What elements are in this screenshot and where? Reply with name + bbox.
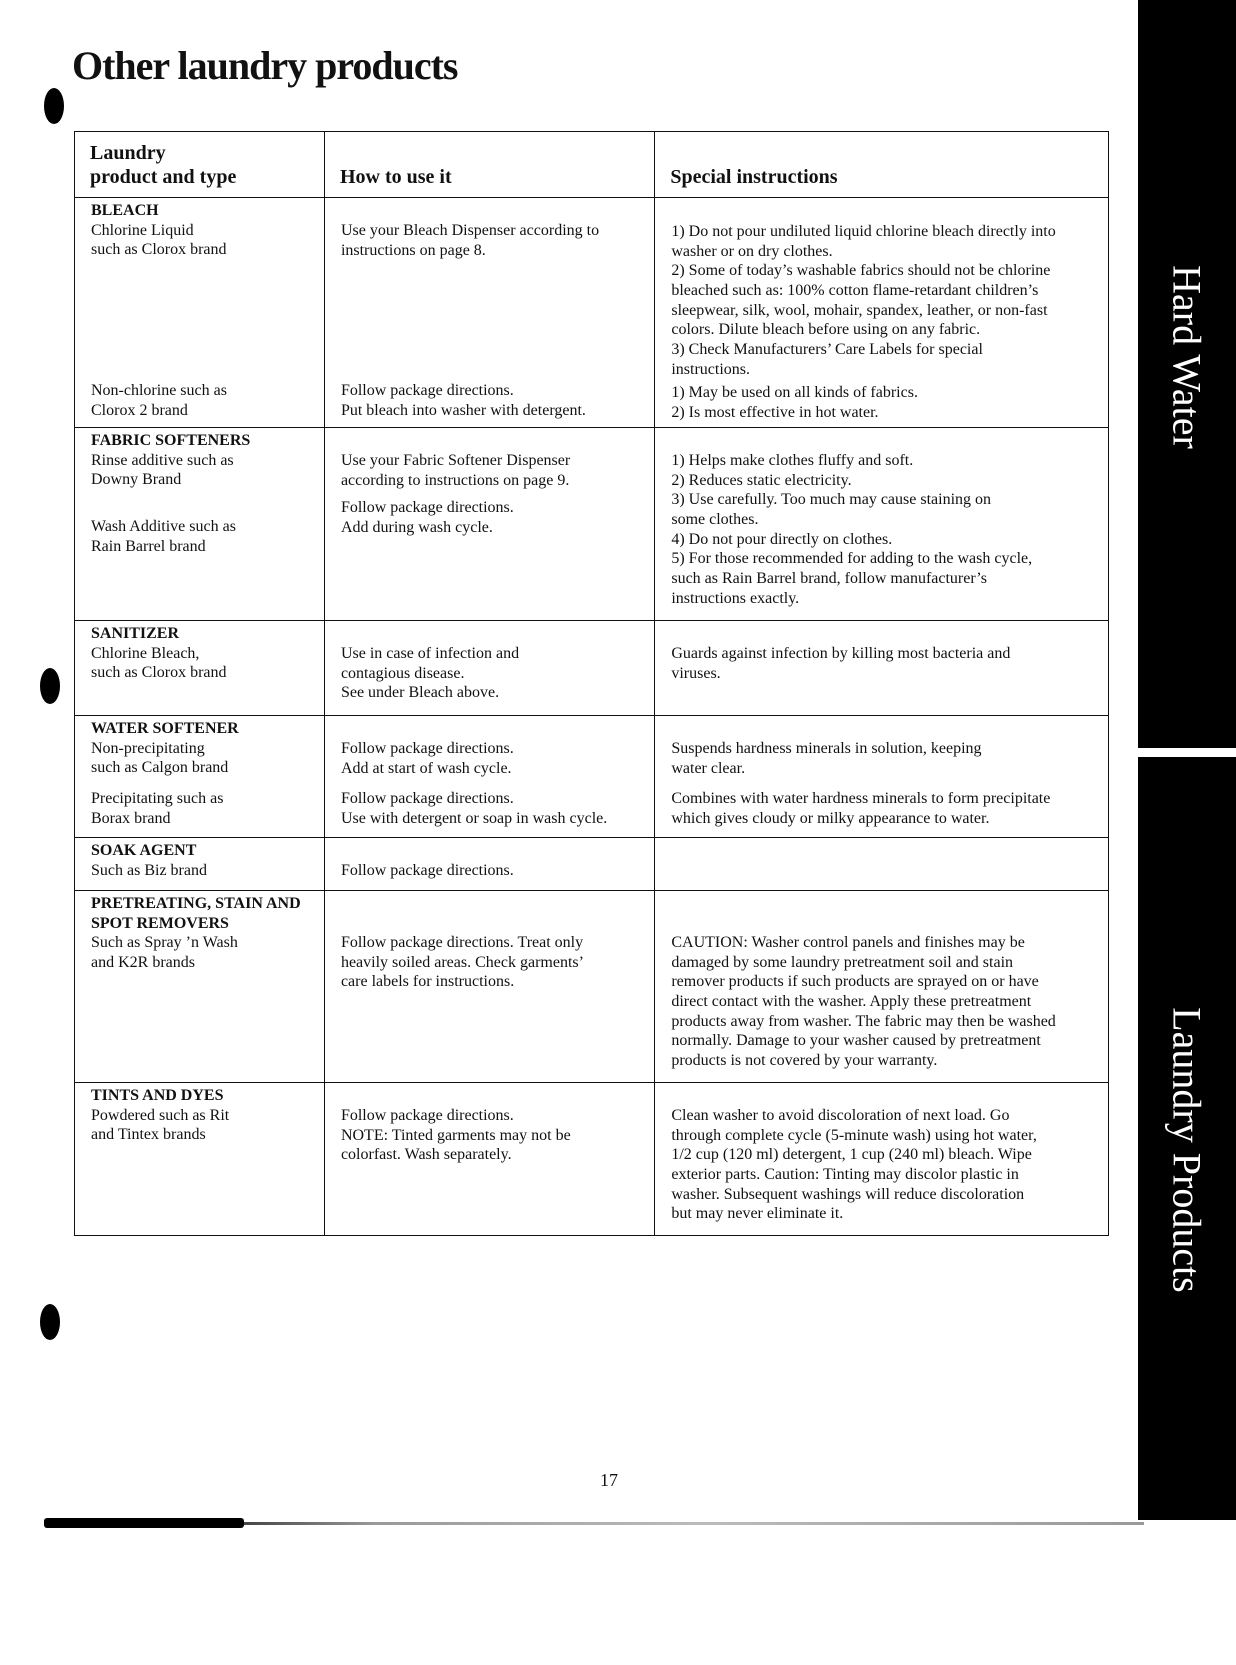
side-tab-divider [1136, 748, 1236, 757]
special-line: water clear. [671, 759, 746, 777]
special-line: products away from washer. The fabric may then be washed [671, 1012, 1056, 1030]
cell-how [324, 716, 654, 838]
how-line: Follow package directions. [340, 740, 514, 757]
special-line: exterior parts. Caution: Tinting may discolor plastic in [671, 1166, 1019, 1184]
row-fabric-softeners [75, 428, 1109, 621]
cell-how [324, 621, 654, 716]
product-title: SANITIZER [91, 625, 180, 642]
product-title: TINTS AND DYES [91, 1087, 224, 1104]
special-line: 1) Helps make clothes fluffy and soft. [671, 452, 914, 469]
product-line: Wash Additive such as [91, 518, 236, 535]
how-block [341, 221, 648, 260]
special-line: Combines with water hardness minerals to form precipitate [671, 790, 1051, 807]
product-block-bleach [91, 201, 318, 260]
cell-special [655, 716, 1109, 838]
special-line: instructions. [671, 360, 751, 378]
how-line: contagious disease. [340, 664, 465, 682]
how-line: Follow package directions. [340, 1107, 514, 1124]
special-line: viruses. [671, 664, 721, 682]
product-line: such as Clorox brand [91, 664, 227, 682]
special-line: 3) Use carefully. Too much may cause staining on [671, 491, 992, 509]
special-line: 4) Do not pour directly on clothes. [671, 530, 893, 548]
product-line: Rain Barrel brand [91, 537, 206, 555]
special-block [671, 1106, 1102, 1224]
special-line: 1) Do not pour undiluted liquid chlorine bleach directly into [671, 223, 1056, 240]
page-number: 17 [600, 1470, 618, 1490]
how-line: Follow package directions. [340, 790, 514, 807]
product-block-water-softener [91, 719, 318, 778]
table-header-row [75, 132, 1109, 198]
scan-artifact-blob [44, 1518, 244, 1528]
how-block [341, 739, 648, 778]
product-line: Powdered such as Rit [91, 1106, 230, 1124]
how-line: instructions on page 8. [340, 241, 486, 259]
special-line: 2) Some of today’s washable fabrics should not be chlorine [671, 262, 1051, 280]
cell-special [655, 1083, 1109, 1236]
product-line: Chlorine Liquid [91, 221, 194, 239]
header-how: How to use it [324, 132, 654, 198]
how-block [341, 933, 648, 992]
special-line: damaged by some laundry pretreatment soil and stain [671, 953, 1014, 971]
product-block-precipitating [91, 789, 318, 828]
product-block-non-chlorine [91, 381, 318, 420]
header-product [75, 132, 325, 198]
how-block [341, 644, 648, 703]
product-block-fabric-softeners [91, 431, 318, 490]
product-line: Chlorine Bleach, [91, 644, 200, 662]
how-line: Use your Bleach Dispenser according to [340, 222, 600, 239]
row-pretreating [75, 891, 1109, 1083]
laundry-products-table-wrap [74, 131, 1109, 1236]
special-block [671, 789, 1102, 828]
product-block-tints-and-dyes [91, 1086, 318, 1145]
how-line: Add at start of wash cycle. [340, 759, 512, 777]
product-block-pretreating [91, 894, 318, 973]
special-line: such as Rain Barrel brand, follow manufacturer’s [671, 570, 987, 588]
cell-product [75, 1083, 325, 1236]
how-line: Follow package directions. [340, 499, 514, 516]
cell-how [324, 891, 654, 1083]
special-line: which gives cloudy or milky appearance to water. [671, 809, 990, 827]
product-line: Clorox 2 brand [91, 401, 188, 419]
product-line: Such as Spray ’n Wash [91, 934, 238, 952]
how-line: heavily soiled areas. Check garments’ [340, 953, 584, 971]
cell-product [75, 716, 325, 838]
product-title: BLEACH [91, 202, 159, 219]
cell-special [655, 621, 1109, 716]
special-line: washer or on dry clothes. [671, 242, 833, 260]
special-block [671, 933, 1102, 1071]
special-line: 1/2 cup (120 ml) detergent, 1 cup (240 ml) bleach. Wipe [671, 1146, 1032, 1164]
special-line: 5) For those recommended for adding to the wash cycle, [671, 550, 1033, 568]
product-line: Precipitating such as [91, 790, 224, 807]
cell-product [75, 621, 325, 716]
cell-special [655, 428, 1109, 621]
row-sanitizer [75, 621, 1109, 716]
special-line: normally. Damage to your washer caused by pretreatment [671, 1032, 1041, 1050]
special-block [671, 451, 1102, 608]
how-block [341, 861, 648, 881]
how-block [341, 381, 648, 420]
cell-special [655, 198, 1109, 428]
product-block-soak-agent [91, 841, 318, 880]
cell-product [75, 891, 325, 1083]
how-line: Use with detergent or soap in wash cycle. [340, 809, 608, 827]
product-title: FABRIC SOFTENERS [91, 432, 251, 449]
special-block [671, 739, 1102, 778]
special-line: Suspends hardness minerals in solution, keeping [671, 740, 982, 757]
laundry-products-table [74, 131, 1109, 1236]
special-line: remover products if such products are sprayed on or have [671, 973, 1039, 991]
product-title: WATER SOFTENER [91, 720, 239, 737]
row-bleach [75, 198, 1109, 428]
special-line: Clean washer to avoid discoloration of next load. Go [671, 1107, 1010, 1124]
cell-how [324, 838, 654, 891]
product-line: Borax brand [91, 809, 171, 827]
product-block-wash-additive [91, 517, 318, 556]
cell-how [324, 1083, 654, 1236]
row-soak-agent [75, 838, 1109, 891]
row-tints-and-dyes [75, 1083, 1109, 1236]
product-title: PRETREATING, STAIN AND SPOT REMOVERS [91, 895, 301, 932]
special-line: washer. Subsequent washings will reduce discoloration [671, 1185, 1025, 1203]
page-title: Other laundry products [72, 43, 458, 88]
header-special: Special instructions [655, 132, 1109, 198]
special-line: Guards against infection by killing most bacteria and [671, 645, 1011, 662]
product-line: such as Clorox brand [91, 241, 227, 259]
how-block [341, 498, 648, 537]
how-line: Follow package directions. Treat only [340, 934, 584, 951]
how-line: Use your Fabric Softener Dispenser [340, 452, 571, 469]
product-line: and Tintex brands [91, 1126, 206, 1144]
cell-how [324, 198, 654, 428]
how-line: See under Bleach above. [340, 684, 500, 702]
how-block [341, 1106, 648, 1165]
punch-hole-top [44, 88, 64, 124]
special-line: bleached such as: 100% cotton flame-retardant children’s [671, 282, 1039, 300]
cell-special-empty [655, 838, 1109, 891]
punch-hole-middle [40, 668, 60, 704]
special-line: products is not covered by your warranty. [671, 1052, 938, 1070]
special-block [671, 644, 1102, 683]
product-line: Non-chlorine such as [91, 382, 227, 399]
special-line: 1) May be used on all kinds of fabrics. [671, 384, 918, 401]
special-line: CAUTION: Washer control panels and finishes may be [671, 934, 1025, 951]
cell-how [324, 428, 654, 621]
punch-hole-bottom [40, 1304, 60, 1340]
row-water-softener [75, 716, 1109, 838]
product-line: such as Calgon brand [91, 759, 229, 777]
how-line: Use in case of infection and [340, 645, 520, 662]
cell-product [75, 428, 325, 621]
product-title: SOAK AGENT [91, 842, 197, 859]
cell-special [655, 891, 1109, 1083]
product-line: Rinse additive such as [91, 451, 234, 469]
product-line: Such as Biz brand [91, 861, 207, 879]
special-line: instructions exactly. [671, 589, 800, 607]
product-line: Non-precipitating [91, 739, 205, 757]
product-line: and K2R brands [91, 954, 195, 972]
special-line: some clothes. [671, 511, 759, 529]
how-line: Follow package directions. [340, 862, 514, 879]
product-block-sanitizer [91, 624, 318, 683]
special-block [671, 383, 1102, 422]
special-line: but may never eliminate it. [671, 1205, 844, 1223]
special-line: sleepwear, silk, wool, mohair, spandex, leather, or non-fast [671, 301, 1048, 319]
cell-product [75, 838, 325, 891]
how-line: Put bleach into washer with detergent. [340, 401, 586, 419]
how-line: care labels for instructions. [340, 973, 515, 991]
product-line: Downy Brand [91, 471, 182, 489]
how-line: NOTE: Tinted garments may not be [340, 1126, 571, 1144]
cell-product [75, 198, 325, 428]
how-block [341, 789, 648, 828]
special-block [671, 222, 1102, 379]
special-line: 2) Is most effective in hot water. [671, 403, 879, 421]
side-tab-hard-water: Hard Water [1164, 265, 1210, 449]
how-block [341, 451, 648, 490]
special-line: 2) Reduces static electricity. [671, 471, 852, 489]
how-line: Add during wash cycle. [340, 518, 493, 536]
header-product-line-1: Laundry [90, 141, 166, 164]
special-line: through complete cycle (5-minute wash) using hot water, [671, 1126, 1037, 1144]
how-line: according to instructions on page 9. [340, 471, 570, 489]
how-line: Follow package directions. [340, 382, 514, 399]
special-line: 3) Check Manufacturers’ Care Labels for special [671, 341, 983, 359]
special-line: direct contact with the washer. Apply these pretreatment [671, 993, 1032, 1011]
side-tab-laundry-products: Laundry Products [1164, 1007, 1210, 1293]
how-line: colorfast. Wash separately. [340, 1146, 512, 1164]
special-line: colors. Dilute bleach before using on any fabric. [671, 321, 981, 339]
header-product-line-2: product and type [90, 166, 237, 189]
